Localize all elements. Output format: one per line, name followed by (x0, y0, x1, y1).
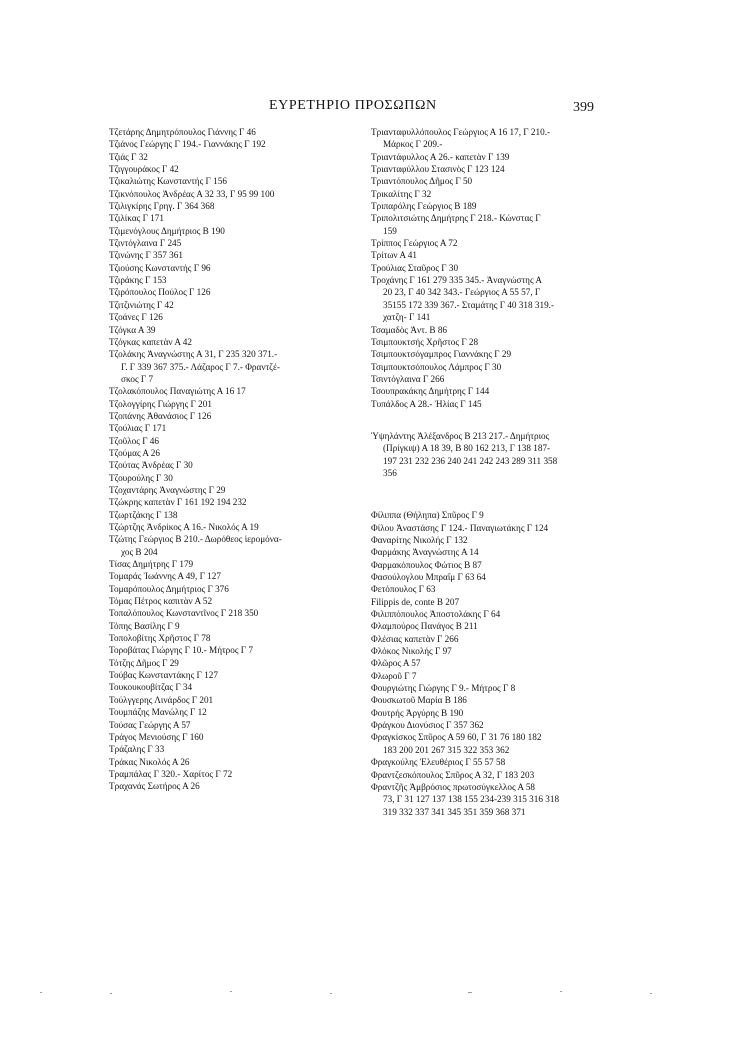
index-entry (109, 657, 346, 669)
index-entry-line: Τζινώνης Γ 357 361 (109, 250, 183, 261)
index-entry-line: Ὑψηλάντης Ἀλέξανδρος Β 213 217.- Δημήτριος (371, 430, 550, 441)
left-index-column (109, 126, 346, 793)
index-entry-line: Τζωρτζάκης Γ 138 (109, 509, 178, 520)
index-entry-line: Φουσκωτοῦ Μαρία Β 186 (371, 695, 467, 706)
index-entry (371, 151, 595, 163)
index-entry-line: Τριπαρόλης Γεώργιος Β 189 (371, 201, 477, 212)
index-entry (371, 324, 595, 336)
index-entry (109, 422, 346, 434)
index-entry (371, 398, 595, 410)
index-entry-continuation: 35155 172 339 367.- Σταμάτης Γ 40 318 319.- (383, 299, 555, 310)
index-entry-line: Τότζης Δῆμος Γ 29 (109, 657, 179, 668)
index-entry (109, 138, 346, 150)
index-entry (109, 151, 346, 163)
index-section-upsilon (371, 430, 595, 479)
index-entry-line: Φίλιππα (Θήληπα) Σπῦρος Γ 9 (371, 510, 484, 521)
index-entry-continuation: χατζη- Γ 141 (383, 312, 431, 323)
index-entry (371, 719, 595, 731)
index-entry-line: Τοροβάτας Γιώργης Γ 10.- Μήτρος Γ 7 (109, 645, 254, 656)
index-entry (371, 249, 595, 261)
index-entry (109, 780, 346, 792)
index-entry (109, 533, 346, 558)
index-entry (109, 163, 346, 175)
index-entry (109, 225, 346, 237)
index-entry (371, 756, 595, 768)
index-entry (109, 410, 346, 422)
right-index-column (371, 126, 595, 818)
index-section-phi (371, 509, 595, 818)
index-entry-line: Τζολάκης Ἀναγνώστης Α 31, Γ 235 320 371.- (109, 349, 278, 360)
index-entry (109, 200, 346, 212)
index-entry (109, 595, 346, 607)
index-entry-line: Τζοῦλος Γ 46 (109, 435, 159, 446)
index-entry-line: Τουμπάζης Μανώλης Γ 12 (109, 707, 207, 718)
index-entry (371, 188, 595, 200)
index-entry-line: Τοπολοβίτης Χρῆστος Γ 78 (109, 633, 211, 644)
index-entry-line: Τζικνόπουλος Ἀνδρέας Α 32 33, Γ 95 99 100 (109, 188, 275, 199)
index-entry-line: Τζιλιγκίρης Γρηγ. Γ 364 368 (109, 201, 215, 212)
index-entry-line: Φλωροῦ Γ 7 (371, 670, 417, 681)
index-entry (109, 644, 346, 656)
index-entry (109, 632, 346, 644)
index-entry-line: Τροχάνης Γ 161 279 335 345.- Ἀναγνώστης Α (371, 275, 543, 286)
index-entry (371, 620, 595, 632)
index-entry-line: Φραντζῆς Ἀμβρόσιος πρωτοσύγκελλος Α 58 (371, 781, 536, 792)
index-entry-continuation: 73, Γ 31 127 137 138 155 234-239 315 316 318 (383, 794, 560, 805)
index-entry (109, 348, 346, 385)
section-gap (371, 410, 595, 430)
index-entry-line: Τζοχαντάρης Ἀναγνώστης Γ 29 (109, 484, 226, 495)
index-entry (109, 583, 346, 595)
index-entry (109, 669, 346, 681)
index-entry-line: Φιλιππόπουλος Ἀποστολάκης Γ 64 (371, 609, 501, 620)
index-entry-line: Τράκας Νικολός Α 26 (109, 756, 190, 767)
index-entry-line: Τρούλιας Σταῦρος Γ 30 (371, 262, 459, 273)
index-entry-line: Τυπάλδος Α 28.- Ἠλίας Γ 145 (371, 398, 482, 409)
index-entry-line: Τομαράς Ἰωάννης Α 49, Γ 127 (109, 571, 221, 582)
index-entry (371, 348, 595, 360)
index-entry (371, 596, 595, 608)
index-entry-line: Φραγκούλης Ἐλευθέριος Γ 55 57 58 (371, 757, 506, 768)
index-entry (371, 583, 595, 595)
index-entry-line: Τζόγκας καπετὰν Α 42 (109, 336, 192, 347)
index-entry-line: Τζιρόπουλος Πούλος Γ 126 (109, 287, 211, 298)
index-entry-line: Τοπαλόπουλος Κωνσταντῖνος Γ 218 350 (109, 608, 259, 619)
index-entry-line: Φουργιώτης Γιώργης Γ 9.- Μήτρος Γ 8 (371, 683, 516, 694)
index-entry (371, 608, 595, 620)
index-entry (371, 175, 595, 187)
index-entry-line: Τζιγγουράκος Γ 42 (109, 164, 179, 175)
index-entry (109, 719, 346, 731)
index-entry-line: Φραγκίσκος Σπῦρος Α 59 60, Γ 31 76 180 182 (371, 732, 542, 743)
index-entry-continuation: 20 23, Γ 40 342 343.- Γεώργιος Α 55 57, Γ (383, 287, 541, 298)
index-entry-line: Τόπης Βασίλης Γ 9 (109, 620, 180, 631)
index-entry (371, 633, 595, 645)
index-entry (371, 163, 595, 175)
index-entry (109, 299, 346, 311)
index-entry (371, 571, 595, 583)
index-section-tau-end (371, 126, 595, 410)
index-entry (109, 398, 346, 410)
index-entry (109, 188, 346, 200)
index-entry (371, 509, 595, 521)
scan-noise (0, 990, 744, 996)
index-entry (371, 781, 595, 818)
index-entry-line: Τουκουκουβίτζας Γ 34 (109, 682, 193, 693)
index-entry-line: Τούσας Γεώργης Α 57 (109, 719, 191, 730)
index-entry (371, 657, 595, 669)
index-entry (109, 768, 346, 780)
index-entry-line: Τζιάνος Γεώργης Γ 194.- Γιαννάκης Γ 192 (109, 139, 266, 150)
index-entry-line: Τζολακόπουλος Παναγιώτης Α 16 17 (109, 386, 246, 397)
index-entry (109, 472, 346, 484)
index-entry-line: Τζιούσης Κωνσταντής Γ 96 (109, 262, 211, 273)
index-entry-line: Τζοάνες Γ 126 (109, 312, 163, 323)
index-entry (109, 175, 346, 187)
index-entry-line: Τρίτων Α 41 (371, 250, 417, 261)
index-entry (371, 361, 595, 373)
index-entry-line: Φίλου Ἀναστάσης Γ 124.- Παναγιωτάκης Γ 124 (371, 522, 549, 533)
index-entry-continuation: Γ. Γ 339 367 375.- Λάζαρος Γ 7.- Φραντζέ- (121, 361, 280, 372)
index-entry (109, 484, 346, 496)
index-entry (109, 694, 346, 706)
index-entry-line: Τρίππος Γεώργιος Α 72 (371, 238, 458, 249)
index-entry-continuation: 183 200 201 267 315 322 353 362 (383, 744, 510, 755)
index-entry-line: Τζιτζινιώτης Γ 42 (109, 299, 174, 310)
index-entry (371, 336, 595, 348)
index-entry-line: Τριαντόπουλος Δῆμος Γ 50 (371, 176, 473, 187)
index-entry-line: Filippis de, conte Β 207 (371, 596, 460, 607)
index-entry (109, 385, 346, 397)
index-entry-line: Φλέσιας καπετὰν Γ 266 (371, 633, 459, 644)
index-entry-line: Τράγος Μενιούσης Γ 160 (109, 731, 204, 742)
index-entry (109, 336, 346, 348)
index-entry (109, 731, 346, 743)
index-entry (109, 262, 346, 274)
index-entry (371, 670, 595, 682)
index-entry (371, 769, 595, 781)
index-entry-line: Τριανταφύλλου Στασινὸς Γ 123 124 (371, 164, 505, 175)
index-entry (109, 756, 346, 768)
index-entry (109, 607, 346, 619)
index-entry-line: Τζετάρης Δημητρόπουλος Γιάννης Γ 46 (109, 127, 256, 137)
index-entry (371, 126, 595, 151)
index-entry-continuation: (Πρίγκιψ) Α 18 39, Β 80 162 213, Γ 138 187- (383, 443, 551, 454)
index-entry (109, 706, 346, 718)
index-entry (371, 522, 595, 534)
index-entry-continuation: 197 231 232 236 240 241 242 243 289 311 358 (383, 455, 558, 466)
index-entry (371, 694, 595, 706)
index-entry (371, 237, 595, 249)
index-entry (371, 430, 595, 479)
index-entry (371, 200, 595, 212)
index-entry-line: Τσαμαδὸς Ἀντ. Β 86 (371, 324, 448, 335)
index-entry-line: Τζούτας Ἀνδρέας Γ 30 (109, 460, 193, 471)
index-entry-continuation: 319 332 337 341 345 351 359 368 371 (383, 806, 526, 817)
index-entry-line: Τζιντόγλαινα Γ 245 (109, 238, 182, 249)
index-entry (109, 496, 346, 508)
index-entry (109, 237, 346, 249)
index-entry (109, 509, 346, 521)
index-entry (109, 681, 346, 693)
index-entry (109, 311, 346, 323)
index-entry (371, 212, 595, 237)
index-entry (371, 274, 595, 323)
index-entry (109, 435, 346, 447)
index-entry-line: Τζόγκα Α 39 (109, 324, 156, 335)
index-entry-line: Τριπολιτσιώτης Δημήτρης Γ 218.- Κώνστας Γ (371, 213, 541, 224)
index-entry (371, 682, 595, 694)
index-entry-line: Φασούλογλου Μπραΐμ Γ 63 64 (371, 572, 486, 582)
index-entry-line: Τραμπάλας Γ 320.- Χαρίτος Γ 72 (109, 768, 233, 779)
index-entry (109, 459, 346, 471)
index-entry-line: Τσιμπουκτσόπουλος Λάμπρος Γ 30 (371, 361, 502, 372)
index-entry (109, 212, 346, 224)
index-entry-line: Τράζαλης Γ 33 (109, 744, 165, 755)
index-entry-line: Τζώκρης καπετὰν Γ 161 192 194 232 (109, 497, 247, 508)
index-entry-line: Τομαρόπουλος Δημήτριος Γ 376 (109, 583, 229, 594)
index-entry (371, 373, 595, 385)
index-entry-line: Φαρμάκης Ἀναγνώστης Α 14 (371, 547, 479, 558)
running-title: ΕΥΡΕΤΗΡΙΟ ΠΡΟΣΩΠΩΝ (269, 98, 437, 113)
index-entry (109, 274, 346, 286)
index-entry (109, 126, 346, 138)
index-entry-line: Φλαμπούρος Πανάγος Β 211 (371, 621, 478, 632)
index-entry-line: Τζιλίκας Γ 171 (109, 213, 164, 224)
index-entry-line: Τραχανάς Σωτήρος Α 26 (109, 781, 200, 792)
index-entry-line: Τριαντάφυλλος Α 26.- καπετὰν Γ 139 (371, 151, 510, 162)
index-entry (371, 534, 595, 546)
index-entry-line: Φραντζεσκόπουλος Σπῦρος Α 32, Γ 183 203 (371, 769, 535, 780)
index-entry-line: Τζικαλιώτης Κωνσταντής Γ 156 (109, 176, 227, 187)
index-entry-line: Τζώτης Γεώργιος Β 210.- Δωρόθεος ἱερομόνα- (109, 534, 282, 545)
index-entry-line: Τζιάς Γ 32 (109, 151, 148, 162)
index-entry (109, 286, 346, 298)
index-entry-line: Φράγκου Διονύσιος Γ 357 362 (371, 720, 484, 731)
index-entry (371, 707, 595, 719)
index-entry (109, 324, 346, 336)
index-entry (371, 385, 595, 397)
index-entry-line: Τούλγγερης Λινάρδος Γ 201 (109, 694, 214, 705)
index-entry-line: Φουτρής Ἀργύρης Β 190 (371, 707, 464, 718)
index-entry (109, 447, 346, 459)
index-entry (109, 570, 346, 582)
index-entry-line: Τζολογγίρης Γιώργης Γ 201 (109, 398, 212, 409)
index-entry-line: Φαρμακόπουλος Φώτιος Β 87 (371, 559, 482, 570)
index-entry-line: Τζούλιας Γ 171 (109, 423, 167, 434)
index-entry-continuation: 356 (383, 467, 397, 478)
index-entry-line: Τζώρτζης Ἀνδρίκος Α 16.- Νικολός Α 19 (109, 522, 259, 532)
section-gap (371, 479, 595, 509)
index-entry-continuation: χος Β 204 (121, 546, 158, 557)
index-entry-line: Τζουρούλης Γ 30 (109, 472, 173, 483)
page-number: 399 (573, 100, 594, 115)
index-entry (109, 558, 346, 570)
index-entry-line: Τίσας Δημήτρης Γ 179 (109, 559, 194, 570)
index-entry (371, 546, 595, 558)
page-header (0, 98, 744, 118)
index-entry (109, 620, 346, 632)
index-entry-line: Τζιμενόγλους Δημήτριος Β 190 (109, 225, 225, 236)
index-entry-line: Τσιμπουκτσής Χρῆστος Γ 28 (371, 336, 479, 347)
index-entry-line: Τσιμπουκτσόγαμπρος Γιαννάκης Γ 29 (371, 349, 512, 360)
index-entry-continuation: σκος Γ 7 (121, 373, 154, 384)
index-entry-line: Φλῶρος Α 57 (371, 658, 421, 669)
index-entry-continuation: 159 (383, 225, 397, 236)
index-entry (109, 249, 346, 261)
index-entry-line: Τσιντόγλαινα Γ 266 (371, 373, 445, 384)
index-entry-line: Φετόπουλος Γ 63 (371, 584, 436, 595)
index-entry (371, 262, 595, 274)
index-entry-line: Τζούμας Α 26 (109, 447, 160, 458)
index-entry-line: Τρικαλίτης Γ 32 (371, 188, 432, 199)
index-entry-line: Τζιράκης Γ 153 (109, 275, 167, 286)
index-entry-line: Τσουπρακάκης Δημήτρης Γ 144 (371, 386, 490, 397)
index-entry-line: Τούβας Κωνσταντάκης Γ 127 (109, 670, 218, 681)
index-entry (109, 521, 346, 533)
index-entry (371, 645, 595, 657)
index-entry-line: Τόμας Πέτρος καπιτὰν Α 52 (109, 596, 213, 607)
index-entry-line: Τζοπάνης Ἀθανάσιος Γ 126 (109, 410, 212, 421)
index-entry (109, 743, 346, 755)
index-entry (371, 731, 595, 756)
index-entry-continuation: Μάρκος Γ 209.- (383, 139, 443, 150)
index-entry-line: Φλόκος Νικολής Γ 97 (371, 646, 452, 657)
index-entry-line: Φαναρίτης Νικολής Γ 132 (371, 534, 468, 545)
index-entry-line: Τριανταφυλλόπουλος Γεώργιος Α 16 17, Γ 210.- (371, 127, 551, 137)
index-entry (371, 559, 595, 571)
